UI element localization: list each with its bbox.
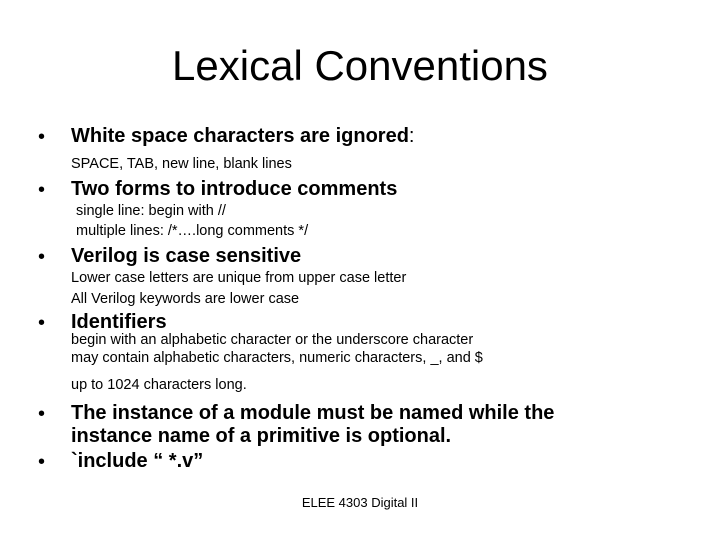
bullet-detail-line: SPACE, TAB, new line, blank lines <box>71 156 292 172</box>
bullet-heading-comments: Two forms to introduce comments <box>71 178 398 200</box>
bullet-heading-colon: : <box>408 125 415 147</box>
slide-footer: ELEE 4303 Digital II <box>301 495 419 510</box>
bullet-heading-instance-line-1: The instance of a module must be named while the <box>71 402 555 424</box>
bullet-heading-whitespace <box>71 125 414 148</box>
slide-title: Lexical Conventions <box>172 42 548 89</box>
bullet-marker: • <box>38 403 46 425</box>
bullet-marker: • <box>38 179 46 201</box>
bullet-marker: • <box>38 451 46 473</box>
bullet-marker: • <box>38 126 46 148</box>
bullet-marker: • <box>38 246 46 268</box>
bullet-heading-include: `include “ *.v” <box>71 450 204 472</box>
bullet-marker: • <box>38 312 46 334</box>
bullet-detail-line: Lower case letters are unique from upper case letter <box>71 270 407 286</box>
bullet-heading-text: White space characters are ignored <box>71 125 409 147</box>
bullet-heading-instance-line-2: instance name of a primitive is optional. <box>71 425 452 447</box>
bullet-detail-line: All Verilog keywords are lower case <box>71 291 300 307</box>
bullet-detail-line: begin with an alphabetic character or the underscore character <box>71 332 474 348</box>
bullet-detail-line: may contain alphabetic characters, numeric characters, _, and $ <box>71 350 483 366</box>
bullet-detail-line: multiple lines: /*….long comments */ <box>76 223 309 239</box>
bullet-heading-identifiers: Identifiers <box>71 311 167 333</box>
bullet-detail-line: up to 1024 characters long. <box>71 377 247 393</box>
bullet-detail-line: single line: begin with // <box>76 203 226 219</box>
bullet-heading-case-sensitive: Verilog is case sensitive <box>71 245 302 267</box>
